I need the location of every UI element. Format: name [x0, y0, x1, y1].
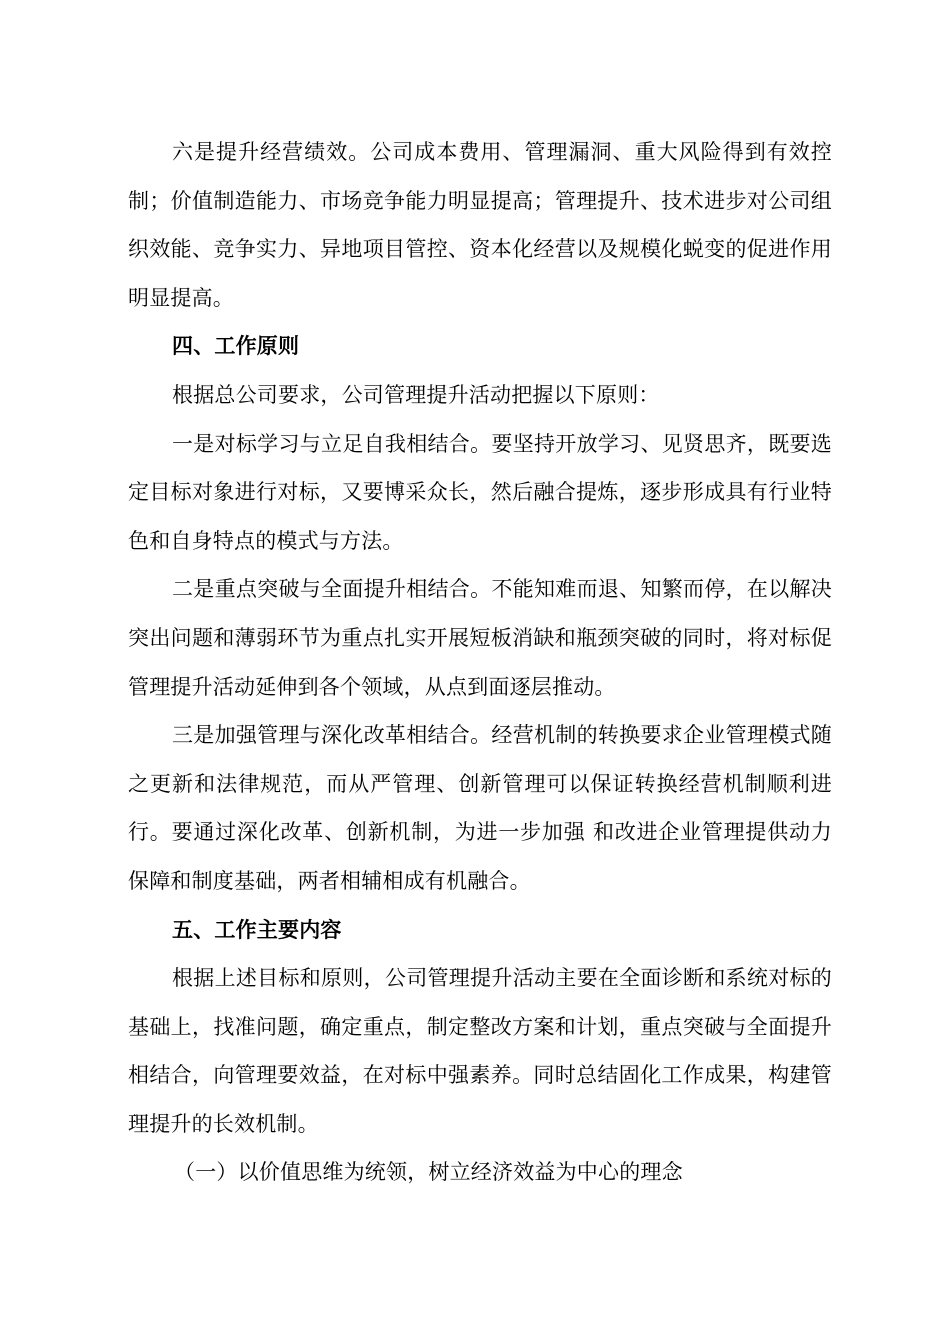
paragraph-principle-3: 三是加强管理与深化改革相结合。经营机制的转换要求企业管理模式随之更新和法律规范，而从严管理、创新管理可以保证转换经营机制顺利进行。要通过深化改革、创新机制，为进一步加强 和改进企业管理提供动力保障和制度基础，两者相辅相成有机融合。 — [128, 723, 832, 893]
paragraph-principles-intro: 根据总公司要求，公司管理提升活动把握以下原则： — [172, 382, 660, 407]
paragraph-content-intro: 根据上述目标和原则，公司管理提升活动主要在全面诊断和系统对标的基础上，找准问题，确定重点，制定整改方案和计划，重点突破与全面提升相结合，向管理要效益，在对标中强素养。同时总结固化工作成果，构建管理提升的长效机制。 — [128, 966, 832, 1136]
paragraph-principle-1: 一是对标学习与立足自我相结合。要坚持开放学习、见贤思齐，既要选定目标对象进行对标，又要博采众长，然后融合提炼，逐步形成具有行业特色和自身特点的模式与方法。 — [128, 431, 832, 553]
paragraph-goal-6: 六是提升经营绩效。公司成本费用、管理漏洞、重大风险得到有效控制；价值制造能力、市场竞争能力明显提高；管理提升、技术进步对公司组织效能、竞争实力、异地项目管控、资本化经营以及规模化蜕变的促进作用明显提高。 — [128, 140, 832, 310]
subheading-value-thinking: （一）以价值思维为统领，树立经济效益为中心的理念 — [174, 1160, 683, 1185]
section-heading-work-principles: 四、工作原则 — [172, 334, 300, 359]
paragraph-principle-2: 二是重点突破与全面提升相结合。不能知难而退、知繁而停，在以解决突出问题和薄弱环节为重点扎实开展短板消缺和瓶颈突破的同时，将对标促管理提升活动延伸到各个领域，从点到面逐层推动。 — [128, 577, 832, 699]
document-page — [128, 128, 832, 1197]
section-heading-main-content: 五、工作主要内容 — [172, 917, 342, 942]
